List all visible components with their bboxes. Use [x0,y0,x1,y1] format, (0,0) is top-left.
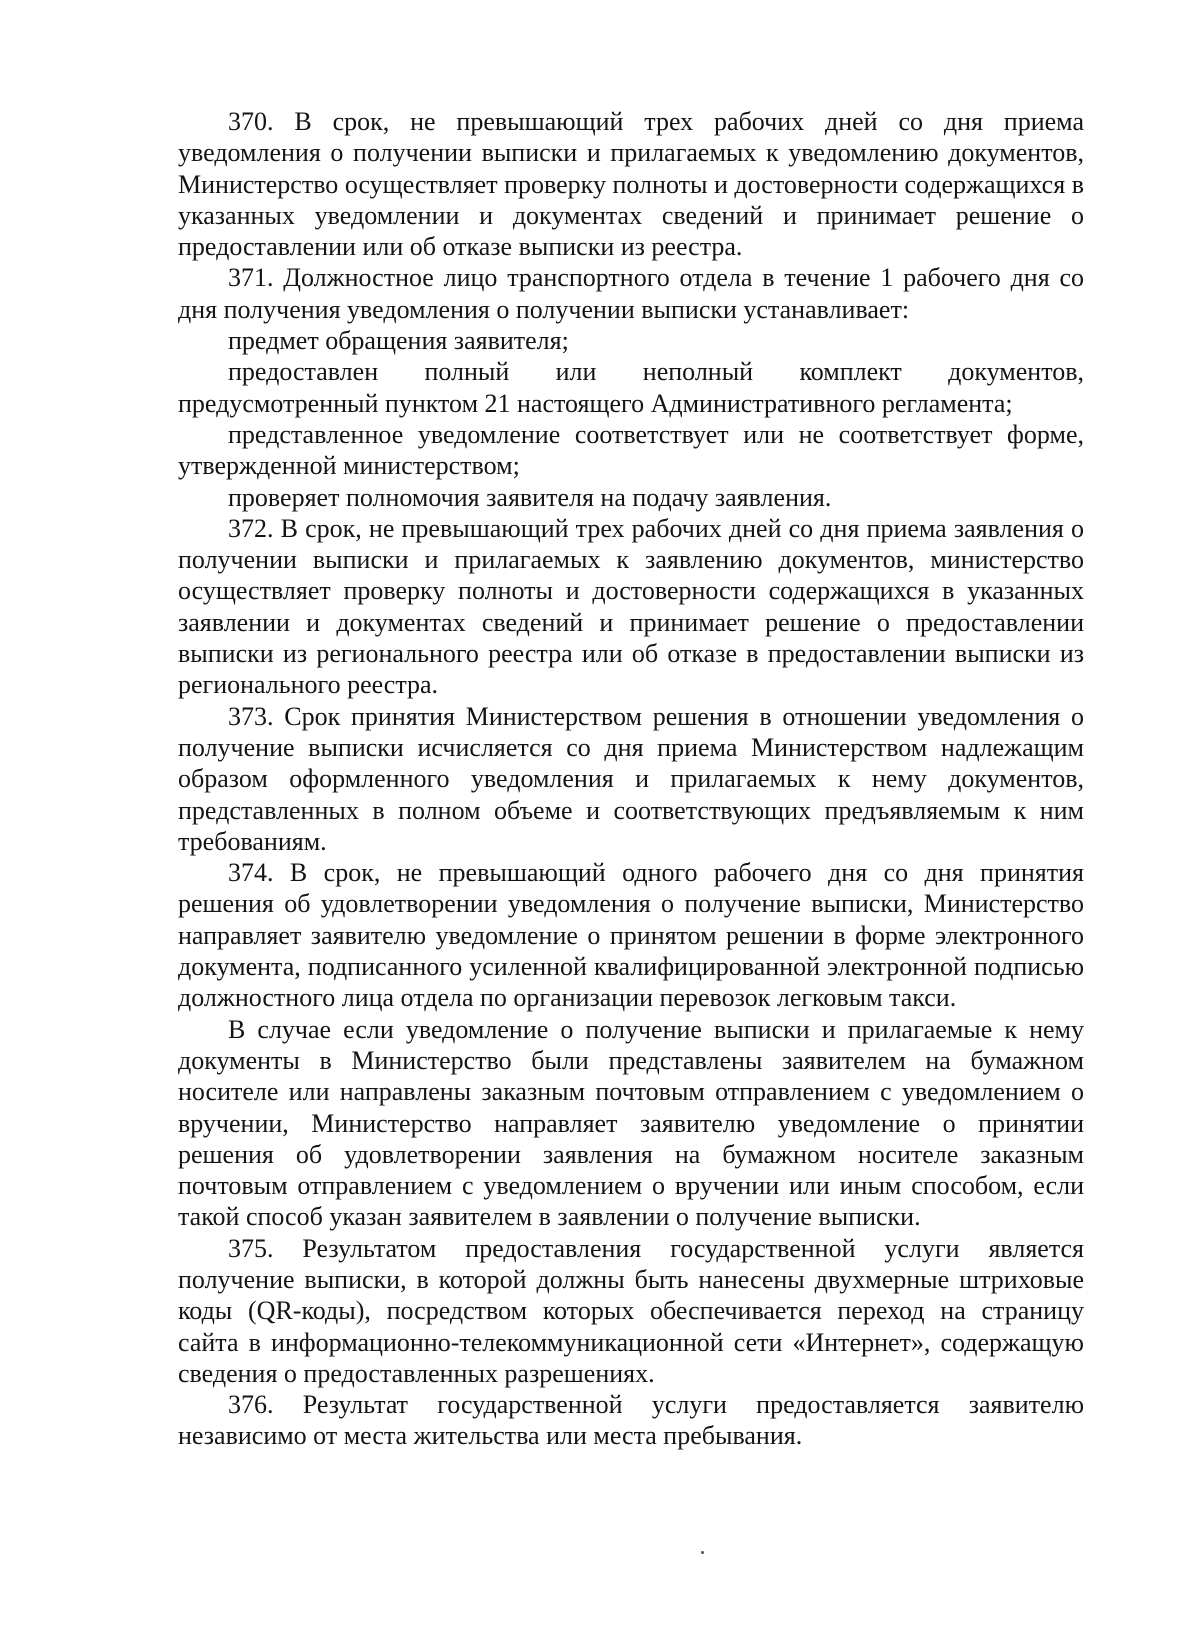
scan-speck [701,1551,704,1554]
paragraph-371: 371. Должностное лицо транспортного отдела в течение 1 рабочего дня со дня получения уведомления о получении выписки устанавливает: [178,263,1084,324]
paragraph-374: 374. В срок, не превышающий одного рабочего дня со дня принятия решения об удовлетворении уведомления о получение выписки, Министерство направляет заявителю уведомление о принятом решении в форме электронного документа, подписанного усиленной квалифицированной электронной подписью должностного лица отдела по организации перевозок легковым такси. [178,858,1084,1013]
list-item-subject: предмет обращения заявителя; [228,326,569,356]
list-item-form: представленное уведомление соответствует или не соответствует форме, утвержденной министерством; [178,419,1084,481]
paragraph-376: 376. Результат государственной услуги предоставляется заявителю независимо от места жительства или места пребывания. [178,1390,1084,1451]
paragraph-375: 375. Результатом предоставления государственной услуги является получение выписки, в которой должны быть нанесены двухмерные штриховые коды (QR-коды), посредством которых обеспечивается переход на страницу сайта в информационно-телекоммуникационной сети «Интернет», содержащую сведения о предоставленных разрешениях. [178,1233,1084,1388]
document-page [178,106,1084,1452]
list-item-authority: проверяет полномочия заявителя на подачу заявления. [228,482,832,512]
paragraph-paper-notice: В случае если уведомление о получение выписки и прилагаемые к нему документы в Министерство были представлены заявителем на бумажном носителе или направлены заказным почтовым отправлением с уведомлением о вручении, Министерство направляет заявителю уведомление о принятии решения об удовлетворении заявления на бумажном носителе заказным почтовым отправлением с уведомлением о вручении или иным способом, если такой способ указан заявителем в заявлении о получение выписки. [178,1014,1084,1232]
paragraph-370: 370. В срок, не превышающий трех рабочих дней со дня приема уведомления о получении выписки и прилагаемых к уведомлению документов, Министерство осуществляет проверку полноты и достоверности содержащихся в указанных уведомлении и документах сведений и принимает решение о предоставлении или об отказе выписки из реестра. [178,107,1084,262]
list-item-documents: предоставлен полный или неполный комплект документов, предусмотренный пунктом 21 настоящего Административного регламента; [178,357,1084,418]
paragraph-372: 372. В срок, не превышающий трех рабочих дней со дня приема заявления о получении выписки и прилагаемых к заявлению документов, министерство осуществляет проверку полноты и достоверности содержащихся в указанных заявлении и документах сведений и принимает решение о предоставлении выписки из регионального реестра или об отказе в предоставлении выписки из регионального реестра. [178,513,1084,700]
paragraph-373: 373. Срок принятия Министерством решения в отношении уведомления о получение выписки исчисляется со дня приема Министерством надлежащим образом оформленного уведомления и прилагаемых к нему документов, представленных в полном объеме и соответствующих предъявляемым к ним требованиям. [178,701,1084,856]
